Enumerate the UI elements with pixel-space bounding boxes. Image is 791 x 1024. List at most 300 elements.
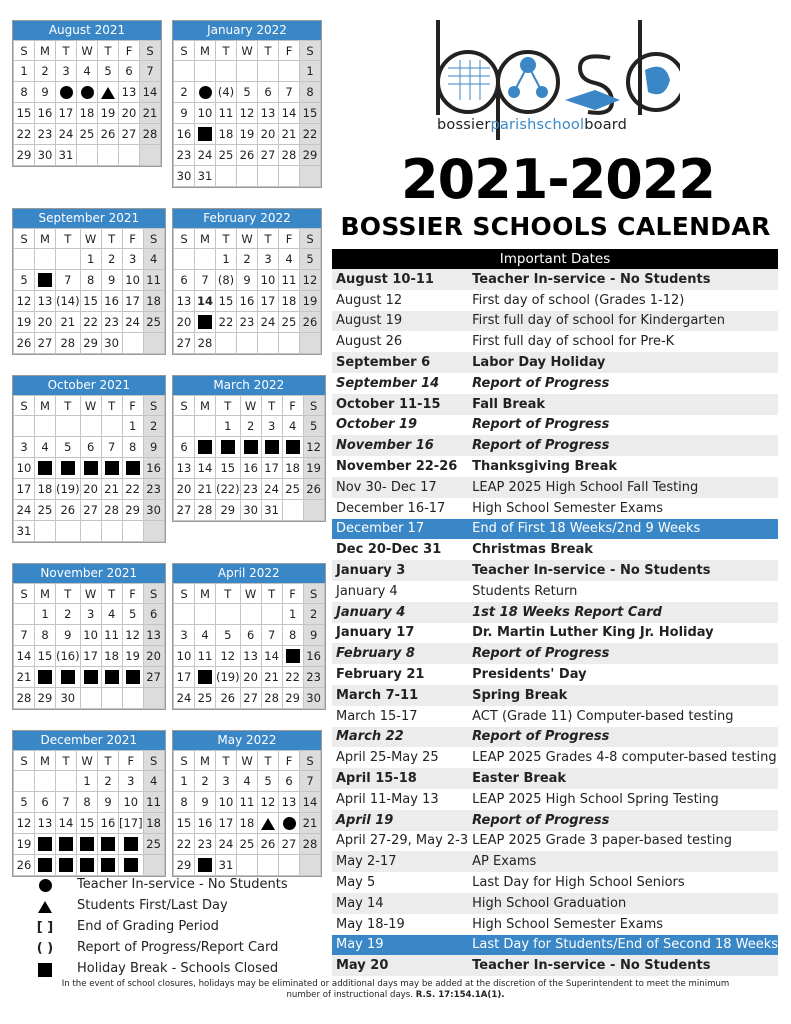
square-icon xyxy=(198,440,212,454)
date-cell: April 11-May 13 xyxy=(336,791,439,807)
empty-cell xyxy=(140,145,161,166)
weekday-label: T xyxy=(261,584,282,604)
week-row xyxy=(174,61,321,82)
day-cell: 24 xyxy=(122,312,143,333)
day-cell: 12 xyxy=(14,291,35,312)
dot-icon xyxy=(60,86,73,99)
date-cell: May 5 xyxy=(336,875,376,890)
holiday-square-icon xyxy=(261,437,282,458)
week-row xyxy=(14,312,165,333)
empty-cell xyxy=(101,688,122,709)
important-date-row xyxy=(332,727,778,748)
weekday-row xyxy=(174,584,325,604)
day-cell: 5 xyxy=(14,792,35,813)
day-cell: 23 xyxy=(35,124,56,145)
empty-cell xyxy=(237,855,258,876)
day-cell: 14 xyxy=(300,792,321,813)
week-row xyxy=(14,61,161,82)
square-icon xyxy=(38,461,52,475)
week-row xyxy=(174,82,321,103)
day-cell: 12 xyxy=(300,270,321,291)
square-icon xyxy=(126,461,140,475)
important-date-row xyxy=(332,893,778,914)
month-grid xyxy=(13,228,165,354)
day-cell: 5 xyxy=(303,416,324,437)
day-cell: 16 xyxy=(101,291,122,312)
weekday-label: S xyxy=(14,751,35,771)
week-row xyxy=(14,646,165,667)
week-row xyxy=(174,771,321,792)
month-title: March 2022 xyxy=(173,376,325,395)
day-cell: 2 xyxy=(237,249,258,270)
weekday-row xyxy=(174,229,321,249)
month-calendar xyxy=(12,20,162,167)
day-cell: 1 xyxy=(216,416,241,437)
weekday-label: M xyxy=(195,584,216,604)
day-cell: 30 xyxy=(174,166,195,187)
day-cell: 5 xyxy=(237,82,258,103)
day-cell: 4 xyxy=(195,625,216,646)
holiday-square-icon xyxy=(98,855,119,876)
date-cell: April 27-29, May 2-3 xyxy=(336,833,469,849)
date-cell: March 15-17 xyxy=(336,708,418,724)
dot-icon xyxy=(283,817,296,830)
inservice-dot-icon xyxy=(279,813,300,834)
empty-cell xyxy=(143,333,164,354)
day-cell: 7 xyxy=(56,792,77,813)
empty-cell xyxy=(216,166,237,187)
weekday-label: T xyxy=(216,751,237,771)
event-cell: Last Day for High School Seniors xyxy=(472,875,685,890)
week-row xyxy=(14,82,161,103)
day-cell: 25 xyxy=(143,312,164,333)
day-cell: 2 xyxy=(98,771,119,792)
day-cell: 15 xyxy=(80,291,101,312)
day-cell: 7 xyxy=(300,771,321,792)
day-cell: 4 xyxy=(143,771,164,792)
day-cell: 18 xyxy=(279,291,300,312)
empty-cell xyxy=(174,416,195,437)
day-cell: 28 xyxy=(195,500,216,521)
week-row xyxy=(174,667,325,688)
empty-cell xyxy=(56,249,81,270)
month-title: August 2021 xyxy=(13,21,161,40)
day-cell: 18 xyxy=(237,813,258,834)
day-cell: 19 xyxy=(303,458,324,479)
day-cell: 13 xyxy=(35,813,56,834)
empty-cell xyxy=(195,604,216,625)
holiday-square-icon xyxy=(80,458,101,479)
day-cell: 7 xyxy=(14,625,35,646)
holiday-square-icon xyxy=(195,667,216,688)
empty-cell xyxy=(143,521,164,542)
empty-cell xyxy=(216,604,241,625)
day-cell: 17 xyxy=(174,667,195,688)
weekday-row xyxy=(14,751,165,771)
event-cell: Easter Break xyxy=(468,768,778,789)
weekday-label: T xyxy=(56,229,81,249)
weekday-label: S xyxy=(14,41,35,61)
bracket-symbol: ( ) xyxy=(36,941,54,956)
day-cell: 2 xyxy=(303,604,324,625)
empty-cell xyxy=(56,771,77,792)
day-cell: 18 xyxy=(143,813,164,834)
week-row xyxy=(174,124,321,145)
square-icon xyxy=(101,858,115,872)
day-cell: 19 xyxy=(122,646,143,667)
event-cell: High School Semester Exams xyxy=(472,500,664,516)
empty-cell xyxy=(258,855,279,876)
date-cell: April 19 xyxy=(332,810,468,831)
day-cell: 11 xyxy=(143,270,164,291)
important-date-row xyxy=(332,789,778,810)
weekday-label: S xyxy=(174,396,195,416)
event-cell: Report of Progress xyxy=(468,435,778,456)
day-cell: 25 xyxy=(282,479,303,500)
first-last-day-triangle-icon xyxy=(258,813,279,834)
empty-cell xyxy=(35,771,56,792)
weekday-label: M xyxy=(195,41,216,61)
day-cell: 11 xyxy=(279,270,300,291)
date-cell: December 17 xyxy=(332,519,468,540)
holiday-square-icon xyxy=(35,458,56,479)
year-title: 2021-2022 xyxy=(401,148,715,211)
day-cell: 20 xyxy=(240,667,261,688)
holiday-square-icon xyxy=(122,667,143,688)
week-row xyxy=(174,688,325,709)
week-row xyxy=(174,291,321,312)
week-row xyxy=(174,166,321,187)
day-cell: 6 xyxy=(174,270,195,291)
week-row xyxy=(174,312,321,333)
day-cell: 13 xyxy=(35,291,56,312)
first-last-day-triangle-icon xyxy=(98,82,119,103)
day-cell: 28 xyxy=(140,124,161,145)
day-cell: 27 xyxy=(35,333,56,354)
day-cell: 20 xyxy=(80,479,101,500)
empty-cell xyxy=(80,416,101,437)
day-cell: 26 xyxy=(14,333,35,354)
weekday-label: M xyxy=(35,396,56,416)
day-cell: 6 xyxy=(240,625,261,646)
day-cell: 4 xyxy=(143,249,164,270)
day-cell: 2 xyxy=(174,82,195,103)
week-row xyxy=(174,625,325,646)
weekday-label: S xyxy=(174,751,195,771)
day-cell: (16) xyxy=(56,646,81,667)
day-cell: 8 xyxy=(174,792,195,813)
important-date-row xyxy=(332,352,778,373)
important-date-row xyxy=(332,643,778,664)
important-date-row xyxy=(332,331,778,352)
important-dates-header: Important Dates xyxy=(332,249,778,269)
footnote-line-2 xyxy=(20,990,771,1001)
day-cell: 16 xyxy=(174,124,195,145)
day-cell: 29 xyxy=(174,855,195,876)
day-cell: 27 xyxy=(279,834,300,855)
week-row xyxy=(174,416,325,437)
square-icon xyxy=(124,837,138,851)
week-row xyxy=(174,646,325,667)
day-cell: 24 xyxy=(216,834,237,855)
holiday-square-icon xyxy=(195,312,216,333)
day-cell: 25 xyxy=(279,312,300,333)
event-cell: LEAP 2025 High School Spring Testing xyxy=(472,791,719,807)
day-cell: 5 xyxy=(258,771,279,792)
event-cell: First full day of school for Pre-K xyxy=(472,334,675,350)
holiday-square-icon xyxy=(35,667,56,688)
empty-cell xyxy=(119,145,140,166)
day-cell: 3 xyxy=(119,771,144,792)
day-cell: 5 xyxy=(56,437,81,458)
date-cell: Nov 30- Dec 17 xyxy=(332,477,468,498)
day-cell: 9 xyxy=(174,103,195,124)
day-cell: [17] xyxy=(119,813,144,834)
empty-cell xyxy=(174,61,195,82)
square-icon xyxy=(286,440,300,454)
day-cell: 6 xyxy=(174,437,195,458)
holiday-square-icon xyxy=(35,270,56,291)
day-cell: 4 xyxy=(101,604,122,625)
day-cell: 6 xyxy=(143,604,164,625)
inservice-dot-icon xyxy=(77,82,98,103)
event-cell: LEAP 2025 High School Fall Testing xyxy=(468,477,778,498)
empty-cell xyxy=(35,249,56,270)
holiday-square-icon xyxy=(119,855,144,876)
square-icon xyxy=(105,461,119,475)
week-row xyxy=(14,771,165,792)
empty-cell xyxy=(174,604,195,625)
day-cell: 2 xyxy=(56,604,81,625)
day-cell: 20 xyxy=(143,646,164,667)
event-cell: Dr. Martin Luther King Jr. Holiday xyxy=(472,625,714,641)
holiday-square-icon xyxy=(77,855,98,876)
date-cell: May 19 xyxy=(332,935,468,956)
day-cell: (19) xyxy=(56,479,81,500)
day-cell: (22) xyxy=(216,479,241,500)
day-cell: 13 xyxy=(240,646,261,667)
day-cell: 5 xyxy=(216,625,241,646)
date-cell: August 26 xyxy=(336,334,403,350)
day-cell: 21 xyxy=(14,667,35,688)
day-cell: 26 xyxy=(98,124,119,145)
day-cell: 22 xyxy=(122,479,143,500)
day-cell: 7 xyxy=(195,270,216,291)
day-cell: 1 xyxy=(77,771,98,792)
day-cell: 25 xyxy=(143,834,164,855)
empty-cell xyxy=(237,166,258,187)
date-cell: August 12 xyxy=(336,292,403,308)
weekday-label: M xyxy=(195,229,216,249)
empty-cell xyxy=(122,688,143,709)
important-date-row xyxy=(332,955,778,976)
week-row xyxy=(174,270,321,291)
day-cell: 28 xyxy=(279,145,300,166)
day-cell: 25 xyxy=(77,124,98,145)
week-row xyxy=(174,855,321,876)
day-cell: 13 xyxy=(174,458,195,479)
day-cell: 30 xyxy=(143,500,164,521)
important-date-row xyxy=(332,560,778,581)
event-cell: Report of Progress xyxy=(468,810,778,831)
empty-cell xyxy=(258,166,279,187)
square-icon xyxy=(84,670,98,684)
empty-cell xyxy=(35,416,56,437)
weekday-label: S xyxy=(14,584,35,604)
weekday-label: T xyxy=(56,584,81,604)
empty-cell xyxy=(261,604,282,625)
day-cell: 20 xyxy=(174,312,195,333)
important-date-row xyxy=(332,872,778,893)
event-cell: Labor Day Holiday xyxy=(468,352,778,373)
event-cell: Students Return xyxy=(472,583,578,599)
legend-label: Report of Progress/Report Card xyxy=(77,940,279,955)
holiday-square-icon xyxy=(35,834,56,855)
holiday-square-icon xyxy=(282,437,303,458)
date-cell: January 4 xyxy=(332,602,468,623)
day-cell: 18 xyxy=(101,646,122,667)
day-cell: 24 xyxy=(195,145,216,166)
holiday-square-icon xyxy=(56,667,81,688)
day-cell: 11 xyxy=(195,646,216,667)
day-cell: 12 xyxy=(258,792,279,813)
weekday-label: W xyxy=(77,41,98,61)
empty-cell xyxy=(216,333,237,354)
important-date-row xyxy=(332,290,778,311)
day-cell: 27 xyxy=(80,500,101,521)
weekday-label: S xyxy=(174,229,195,249)
day-cell: 17 xyxy=(216,813,237,834)
day-cell: 12 xyxy=(237,103,258,124)
day-cell: 30 xyxy=(35,145,56,166)
week-row xyxy=(14,270,165,291)
day-cell: 15 xyxy=(14,103,35,124)
day-cell: 31 xyxy=(261,500,282,521)
event-cell: Last Day for Students/End of Second 18 Weeks xyxy=(468,935,778,956)
day-cell: 13 xyxy=(143,625,164,646)
important-date-row xyxy=(332,935,778,956)
day-cell: 22 xyxy=(14,124,35,145)
event-cell: Presidents' Day xyxy=(472,667,587,683)
day-cell: 31 xyxy=(195,166,216,187)
day-cell: 16 xyxy=(240,458,261,479)
weekday-label: S xyxy=(303,396,324,416)
holiday-square-icon xyxy=(195,855,216,876)
event-cell: High School Semester Exams xyxy=(472,916,664,932)
holiday-square-icon xyxy=(77,834,98,855)
day-cell: 23 xyxy=(101,312,122,333)
day-cell: 10 xyxy=(258,270,279,291)
month-grid xyxy=(13,40,161,166)
day-cell: 7 xyxy=(101,437,122,458)
month-title: February 2022 xyxy=(173,209,321,228)
day-cell: 15 xyxy=(174,813,195,834)
day-cell: 10 xyxy=(216,792,237,813)
weekday-label: T xyxy=(258,751,279,771)
legend-item xyxy=(30,939,330,959)
day-cell: 13 xyxy=(258,103,279,124)
empty-cell xyxy=(56,521,81,542)
weekday-label: T xyxy=(216,41,237,61)
day-cell: 1 xyxy=(122,416,143,437)
legend-label: Holiday Break - Schools Closed xyxy=(77,961,279,976)
week-row xyxy=(174,604,325,625)
day-cell: 21 xyxy=(279,124,300,145)
day-cell: 26 xyxy=(237,145,258,166)
important-date-row xyxy=(332,831,778,852)
empty-cell xyxy=(300,333,321,354)
date-cell: February 8 xyxy=(332,643,468,664)
empty-cell xyxy=(300,166,321,187)
date-cell: April 15-18 xyxy=(332,768,468,789)
empty-cell xyxy=(143,855,164,876)
holiday-square-icon xyxy=(195,124,216,145)
empty-cell xyxy=(98,145,119,166)
week-row xyxy=(14,834,165,855)
weekday-label: W xyxy=(80,584,101,604)
week-row xyxy=(174,813,321,834)
empty-cell xyxy=(14,771,35,792)
day-cell: 30 xyxy=(240,500,261,521)
holiday-square-icon xyxy=(35,855,56,876)
event-cell: LEAP 2025 Grade 3 paper-based testing xyxy=(472,833,732,849)
day-cell: 24 xyxy=(174,688,195,709)
legend-label: Teacher In-service - No Students xyxy=(77,877,288,892)
day-cell: 29 xyxy=(216,500,241,521)
day-cell: 16 xyxy=(303,646,324,667)
month-calendar xyxy=(172,20,322,188)
day-cell: 19 xyxy=(98,103,119,124)
day-cell: 11 xyxy=(216,103,237,124)
day-cell: 31 xyxy=(14,521,35,542)
day-cell: 7 xyxy=(56,270,81,291)
month-title: April 2022 xyxy=(173,564,325,583)
day-cell: 6 xyxy=(35,792,56,813)
event-cell: AP Exams xyxy=(468,851,778,872)
empty-cell xyxy=(195,61,216,82)
day-cell: 26 xyxy=(258,834,279,855)
month-calendar xyxy=(172,208,322,355)
day-cell: 10 xyxy=(119,792,144,813)
weekday-label: S xyxy=(143,396,164,416)
empty-cell xyxy=(237,333,258,354)
event-cell: Teacher In-service - No Students xyxy=(468,560,778,581)
day-cell: 8 xyxy=(300,82,321,103)
day-cell: 2 xyxy=(240,416,261,437)
day-cell: 14 xyxy=(261,646,282,667)
day-cell: 28 xyxy=(261,688,282,709)
day-cell: 6 xyxy=(80,437,101,458)
day-cell: 20 xyxy=(119,103,140,124)
day-cell: 7 xyxy=(261,625,282,646)
day-cell: 16 xyxy=(98,813,119,834)
day-cell: 18 xyxy=(282,458,303,479)
day-cell: 12 xyxy=(122,625,143,646)
square-icon xyxy=(35,962,55,977)
square-icon xyxy=(80,837,94,851)
week-row xyxy=(14,855,165,876)
day-cell: 28 xyxy=(56,333,81,354)
important-date-row xyxy=(332,373,778,394)
date-cell: March 22 xyxy=(332,727,468,748)
day-cell: 25 xyxy=(237,834,258,855)
weekday-label: F xyxy=(122,584,143,604)
date-cell: October 11-15 xyxy=(332,394,468,415)
day-cell: 1 xyxy=(14,61,35,82)
day-cell: 9 xyxy=(195,792,216,813)
empty-cell xyxy=(14,416,35,437)
day-cell: 19 xyxy=(237,124,258,145)
